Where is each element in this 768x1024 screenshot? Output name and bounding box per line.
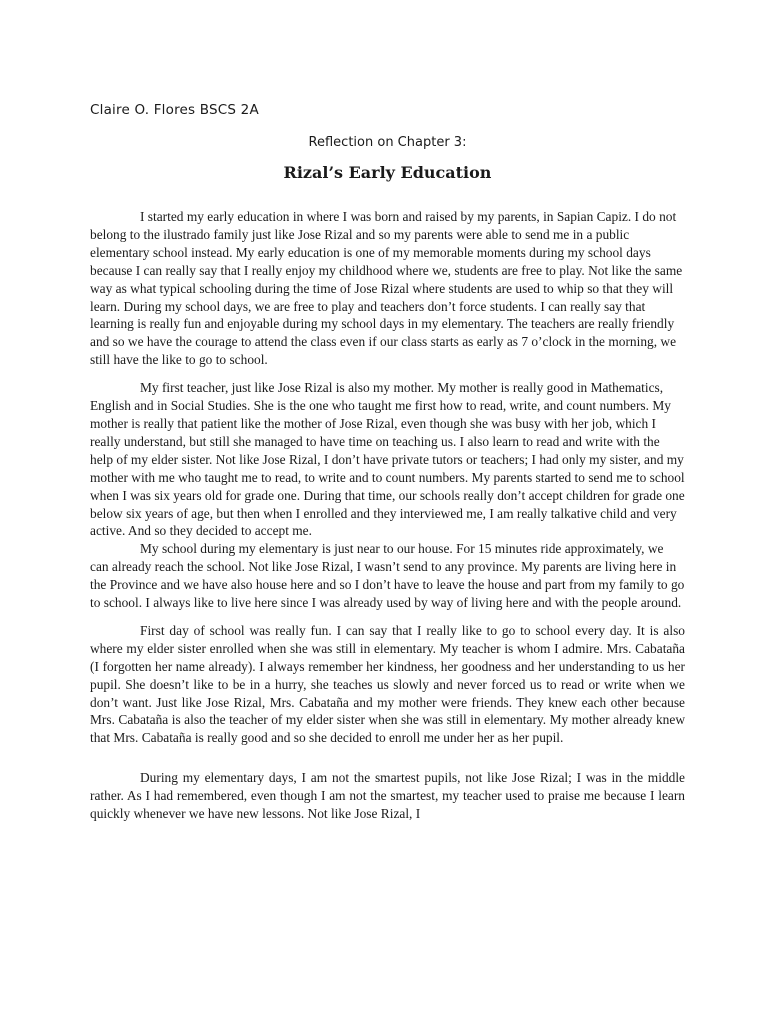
paragraph-early-education: I started my early education in where I was born and raised by my parents, in Sapian Capiz. I do not belong to the ilustrado family just like Jose Rizal and so my parents were able to send me in a public elementary school instead. My early education is one of my memorable moments during my school days because I can really say that I really enjoy my childhood where we, students are free to play. Not like the same way as what typical schooling during the time of Jose Rizal where students are used to whip so that they will learn. During my school days, we are free to play and teachers don’t force students. I can really say that learning is really fun and enjoyable during my school days in my elementary. The teachers are really friendly and so we have the courage to attend the class even if our class starts as early as 7 o’clock in the morning, we still have the like to go to school. [90,209,683,368]
document-body [90,208,685,823]
paragraph-elementary-days: During my elementary days, I am not the smartest pupils, not like Jose Rizal; I was in the middle rather. As I had remembered, even though I am not the smartest, my teacher used to praise me because I learn quickly whenever we have new lessons. Not like Jose Rizal, I [90,770,685,822]
paragraph-first-day: First day of school was really fun. I can say that I really like to go to school every day. It is also where my elder sister enrolled when she was still in elementary. My teacher is whom I admire. Mrs. Cabataña (I forgotten her name already). I always remember her kindness, her goodness and her understanding to us her pupil. She doesn’t like to be in a hurry, she teaches us slowly and never forced us to read or write when we don’t want. Just like Jose Rizal, Mrs. Cabataña and my mother were friends. They knew each other because Mrs. Cabataña is also the teacher of my elder sister when she was still in elementary. My mother already knew that Mrs. Cabataña is really good and so she decided to enroll me under her as her pupil. [90,622,685,746]
document-page [90,100,685,823]
document-title: Rizal’s Early Education [283,163,492,182]
document-subtitle: Reflection on Chapter 3: [308,135,467,150]
author-line: Claire O. Flores BSCS 2A [90,102,259,118]
paragraph-school-location: My school during my elementary is just near to our house. For 15 minutes ride approximately, we can already reach the school. Not like Jose Rizal, I wasn’t send to any province. My parents are living here in the Province and we have also house here and so I don’t have to leave the house and part from my family to go to school. I always like to live here since I was already used by way of living here and with the people around. [90,541,685,611]
paragraph-first-teacher: My first teacher, just like Jose Rizal is also my mother. My mother is really good in Mathematics, English and in Social Studies. She is the one who taught me first how to read, write, and count numbers. My mother is really that patient like the mother of Jose Rizal, even though she was busy with her job, which I really understand, but still she managed to have time on teaching us. I also learn to read and write with the help of my elder sister. Not like Jose Rizal, I don’t have private tutors or teachers; I had only my sister, and my mother with me who taught me to read, to write and to count numbers. My parents started to send me to school when I was six years old for grade one. During that time, our schools really don’t accept children for grade one below six years of age, but then when I enrolled and they interviewed me, I am really talkative child and very active. And so they decided to accept me. [90,380,685,539]
